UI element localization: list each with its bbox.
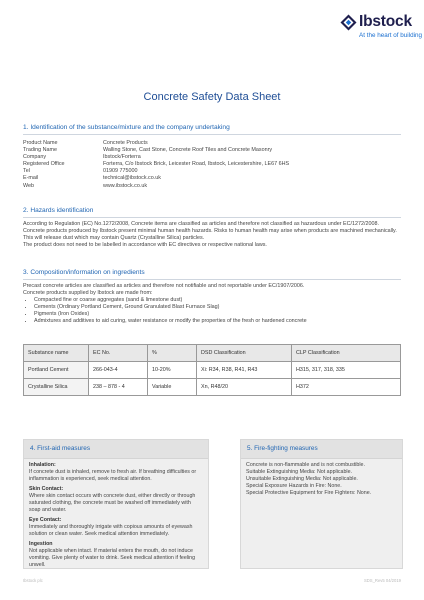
fire-fighting-line: Special Exposure Hazards in Fire: None. bbox=[246, 483, 342, 489]
identification-row: Web www.ibstock.co.uk bbox=[23, 182, 148, 189]
identification-row: Product Name Concrete Products bbox=[23, 140, 148, 146]
column-header: CLP Classification bbox=[292, 345, 401, 362]
first-aid-item-title: Skin Contact: bbox=[29, 486, 64, 492]
fire-fighting-box bbox=[240, 439, 403, 569]
section-3-heading: 3. Composition/information on ingredients bbox=[23, 269, 145, 276]
footer-right: SDS_Rev5 04/2019 bbox=[363, 578, 401, 583]
table-cell: Crystalline Silica bbox=[24, 379, 89, 396]
brand-name: Ibstock bbox=[359, 13, 412, 30]
fire-fighting-body bbox=[246, 462, 397, 497]
table-row bbox=[24, 362, 401, 379]
column-header: Substance name bbox=[24, 345, 89, 362]
identification-list bbox=[23, 140, 289, 190]
identification-row: E-mail technical@ibstock.co.uk bbox=[23, 175, 161, 182]
fire-fighting-line: Unsuitable Extinguishing Media: Not applicable. bbox=[246, 476, 358, 482]
fire-fighting-line: Special Protective Equipment for Fire Fighters: None. bbox=[246, 490, 372, 496]
table-header-row bbox=[24, 345, 401, 362]
table-cell: 266-043-4 bbox=[89, 362, 148, 379]
section-5-heading: 5. Fire-fighting measures bbox=[247, 445, 318, 452]
identification-row: Company Ibstock/Forterra bbox=[23, 154, 141, 161]
column-header: % bbox=[148, 345, 197, 362]
table-cell: Xi: R34, R38, R41, R43 bbox=[197, 362, 292, 379]
composition-table bbox=[23, 344, 401, 396]
table-cell: Portland Cement bbox=[24, 362, 89, 379]
identification-row: Trading Name Walling Stone, Cast Stone, Concrete Roof Tiles and Concrete Masonry bbox=[23, 147, 273, 154]
web-link[interactable]: www.ibstock.co.uk bbox=[103, 182, 148, 189]
composition-text bbox=[23, 283, 403, 326]
identification-row: Tel 01909 775000 bbox=[23, 168, 138, 175]
document-title: Concrete Safety Data Sheet bbox=[143, 91, 281, 103]
hazards-paragraph: According to Regulation (EC) No.1272/2008, Concrete items are classified as articles and therefore not classified as hazardous under EC/1272/2008. bbox=[23, 221, 379, 227]
column-header: EC No. bbox=[89, 345, 148, 362]
composition-paragraph: Precast concrete articles are classified as articles and therefore not notifiable and not reportable under EC/1907/2006. bbox=[23, 283, 305, 289]
table-row bbox=[24, 379, 401, 396]
ibstock-logo bbox=[340, 13, 423, 53]
section-1-heading: 1. Identification of the substance/mixture and the company undertaking bbox=[23, 124, 230, 131]
table-cell: 238 – 878 - 4 bbox=[89, 379, 148, 396]
fire-fighting-line: Concrete is non-flammable and is not combustible. bbox=[246, 462, 365, 468]
section-4-heading: 4. First-aid measures bbox=[30, 445, 91, 452]
section-3-divider bbox=[23, 279, 401, 280]
first-aid-item-text: Immediately and thoroughly irrigate with copious amounts of eyewash solution or clean water. Seek medical attention immediately. bbox=[29, 524, 193, 537]
section-1-divider bbox=[23, 134, 401, 135]
hazards-paragraph: The product does not need to be labelled in accordance with EC directives or respective national laws. bbox=[23, 242, 267, 249]
ibstock-logo-icon bbox=[340, 14, 357, 31]
section-2-heading: 2. Hazards identification bbox=[23, 207, 94, 214]
first-aid-item-title: Inhalation: bbox=[29, 462, 56, 468]
table-cell: H372 bbox=[292, 379, 401, 396]
table-cell: 10-20% bbox=[148, 362, 197, 379]
first-aid-item-title: Ingestion bbox=[29, 541, 53, 547]
footer-left: Ibstock plc bbox=[23, 578, 43, 583]
brand-tagline: At the heart of building bbox=[359, 32, 423, 39]
hazards-paragraph: Concrete products produced by Ibstock present minimal human health hazards. Risks to human health may arise when products are machined mechanically. This will release dust which may contain Quartz (Crystalline Silica) particles. bbox=[23, 228, 397, 242]
list-item: • Pigments (Iron Oxides) bbox=[34, 311, 403, 318]
table-cell: Variable bbox=[148, 379, 197, 396]
first-aid-header bbox=[24, 440, 208, 459]
list-item: • Compacted fine or coarse aggregates (sand & limestone dust) bbox=[34, 297, 403, 304]
first-aid-item-title: Eye Contact: bbox=[29, 517, 62, 523]
composition-paragraph: Concrete products supplied by Ibstock are made from: bbox=[23, 290, 153, 297]
fire-fighting-header bbox=[241, 440, 402, 459]
first-aid-box bbox=[23, 439, 209, 569]
fire-fighting-line: Suitable Extinguishing Media: Not applicable. bbox=[246, 469, 353, 475]
ingredients-list bbox=[23, 297, 403, 325]
identification-row: Registered Office Forterra, C/o Ibstock Brick, Leicester Road, Ibstock, Leicestershire, LE67 6HS bbox=[23, 161, 290, 168]
table-cell: H315, 317, 318, 335 bbox=[292, 362, 401, 379]
table-cell: Xn, R48/20 bbox=[197, 379, 292, 396]
first-aid-item-text: If concrete dust is inhaled, remove to fresh air. If breathing difficulties or inflammation is experienced, seek medical attention. bbox=[29, 469, 197, 482]
column-header: DSD Classification bbox=[197, 345, 292, 362]
first-aid-item-text: Where skin contact occurs with concrete dust, either directly or through saturated clothing, the concrete must be washed off immediately with soap and water. bbox=[29, 493, 196, 513]
section-2-divider bbox=[23, 217, 401, 218]
list-item: • Admixtures and additives to aid curing, water resistance or modify the properties of the fresh or hardened concrete bbox=[34, 318, 403, 325]
hazards-text bbox=[23, 221, 403, 249]
first-aid-item-text: Not applicable when intact. If material enters the mouth, do not induce vomiting. Give plenty of water to drink. Seek medical attention if feeling unwell. bbox=[29, 548, 196, 568]
list-item: • Cements (Ordinary Portland Cement, Ground Granulated Blast Furnace Slag) bbox=[34, 304, 403, 311]
first-aid-body bbox=[29, 462, 203, 569]
email-link[interactable]: technical@ibstock.co.uk bbox=[103, 175, 161, 182]
